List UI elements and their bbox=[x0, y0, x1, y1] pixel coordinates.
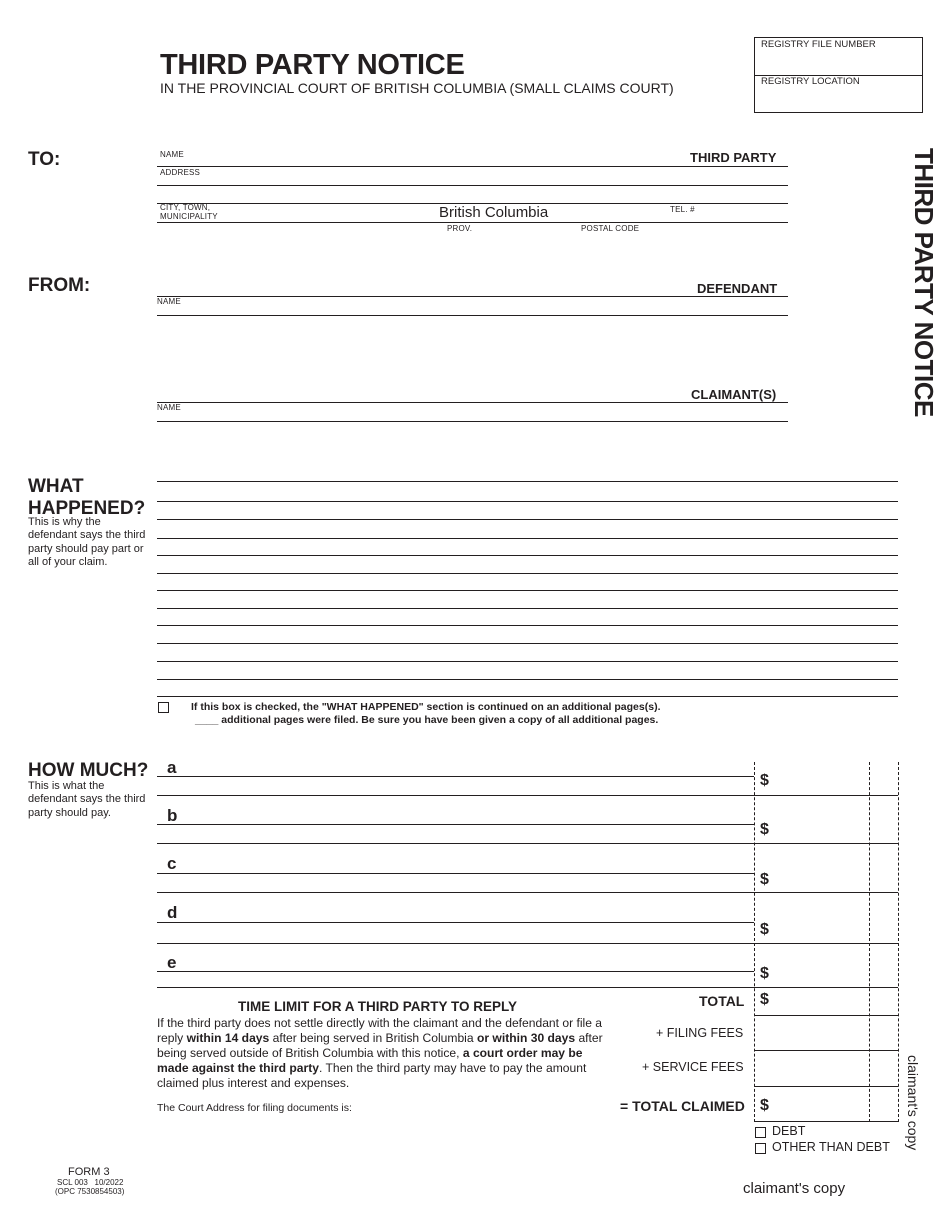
what-line-13 bbox=[157, 696, 898, 697]
to-postal-label: POSTAL CODE bbox=[581, 224, 640, 233]
item-b-amount[interactable] bbox=[775, 823, 865, 839]
defendant-field[interactable] bbox=[160, 278, 680, 294]
what-line-3 bbox=[157, 519, 898, 520]
to-prov-label: PROV. bbox=[447, 224, 473, 233]
defendant-name-label: NAME bbox=[157, 297, 181, 306]
what-line-6 bbox=[157, 573, 898, 574]
third-party-role: THIRD PARTY bbox=[690, 150, 777, 165]
claimant-field[interactable] bbox=[160, 384, 680, 400]
item-d-description[interactable] bbox=[190, 906, 740, 922]
time-limit-text-1: If the third party does not settle directly with the claimant and the defendant or file a reply bbox=[157, 1016, 603, 1045]
item-e-dollar: $ bbox=[760, 965, 769, 982]
registry-file-number-field[interactable] bbox=[761, 54, 911, 72]
time-limit-paragraph bbox=[157, 1016, 608, 1091]
item-a-letter: a bbox=[167, 758, 177, 777]
other-than-debt-checkbox[interactable] bbox=[755, 1143, 766, 1154]
to-heading: TO: bbox=[28, 149, 61, 170]
continued-text-2: ____ additional pages were filed. Be sure you have been given a copy of all additional pages. bbox=[195, 714, 659, 726]
what-line-11 bbox=[157, 661, 898, 662]
to-name-line bbox=[157, 166, 788, 167]
court-address-label: The Court Address for filing documents is: bbox=[157, 1102, 352, 1114]
item-e-line bbox=[157, 971, 754, 972]
form-code: SCL 003 10/2022 bbox=[57, 1178, 124, 1187]
other-than-debt-label: OTHER THAN DEBT bbox=[772, 1140, 890, 1154]
defendant-line bbox=[157, 296, 788, 297]
time-limit-text-2: after being served in British Columbia bbox=[269, 1031, 477, 1045]
claimant-line bbox=[157, 402, 788, 403]
to-tel-field[interactable] bbox=[700, 205, 786, 221]
how-much-description: This is what the defendant says the third party should pay. bbox=[28, 780, 146, 819]
to-tel-label: TEL. # bbox=[670, 205, 695, 214]
how-much-heading: HOW MUCH? bbox=[28, 760, 149, 781]
item-c-under bbox=[157, 892, 898, 893]
what-line-9 bbox=[157, 625, 898, 626]
item-d-line bbox=[157, 922, 754, 923]
time-limit-text-3: after being served outside of British Columbia with this notice, bbox=[157, 1031, 603, 1060]
what-line-8 bbox=[157, 608, 898, 609]
item-b-description[interactable] bbox=[190, 808, 740, 824]
copy-label: claimant's copy bbox=[743, 1180, 846, 1197]
item-d-under bbox=[157, 943, 898, 944]
filing-fees-amount[interactable] bbox=[775, 1027, 865, 1043]
item-a-dollar: $ bbox=[760, 772, 769, 789]
item-a-description[interactable] bbox=[190, 760, 740, 776]
service-fees-label: + SERVICE FEES bbox=[642, 1060, 744, 1074]
claimant-role: CLAIMANT(S) bbox=[691, 387, 777, 402]
item-a-under bbox=[157, 795, 898, 796]
total-claimed-label: = TOTAL CLAIMED bbox=[620, 1098, 745, 1114]
defendant-role: DEFENDANT bbox=[697, 281, 778, 296]
service-fees-amount[interactable] bbox=[775, 1062, 865, 1078]
to-province-value: British Columbia bbox=[439, 204, 549, 221]
to-city-field[interactable] bbox=[222, 205, 422, 221]
filing-fees-line bbox=[754, 1050, 898, 1051]
total-label: TOTAL bbox=[699, 993, 745, 1009]
from-heading: FROM: bbox=[28, 275, 91, 296]
time-limit-bold-2: or within 30 days bbox=[476, 1031, 576, 1045]
registry-location-field[interactable] bbox=[761, 90, 911, 108]
what-line-2 bbox=[157, 501, 898, 502]
claimant-line-2 bbox=[157, 421, 788, 422]
to-address-line-1 bbox=[157, 185, 788, 186]
item-d-amount[interactable] bbox=[775, 923, 865, 939]
what-line-4 bbox=[157, 538, 898, 539]
time-limit-bold-1: within 14 days bbox=[186, 1031, 270, 1045]
time-limit-bold-3: a court order may be made against the third party bbox=[157, 1046, 583, 1075]
item-d-letter: d bbox=[167, 903, 178, 922]
what-happened-heading-1: WHAT bbox=[28, 476, 84, 497]
item-c-line bbox=[157, 873, 754, 874]
item-e-letter: e bbox=[167, 953, 177, 972]
item-b-letter: b bbox=[167, 806, 178, 825]
total-claimed-line bbox=[754, 1121, 898, 1122]
to-address-label: ADDRESS bbox=[160, 168, 201, 177]
what-line-7 bbox=[157, 590, 898, 591]
debt-label: DEBT bbox=[772, 1124, 806, 1138]
to-city-label-2: MUNICIPALITY bbox=[160, 212, 218, 221]
what-happened-description: This is why the defendant says the third party should pay part or all of your claim. bbox=[28, 516, 146, 568]
what-happened-heading-2: HAPPENED? bbox=[28, 498, 146, 519]
filing-fees-label: + FILING FEES bbox=[656, 1026, 744, 1040]
continued-text-1: If this box is checked, the "WHAT HAPPENED" section is continued on an additional pages(s). bbox=[191, 701, 661, 713]
form-number: FORM 3 bbox=[68, 1166, 110, 1178]
what-line-1 bbox=[157, 481, 898, 482]
item-b-dollar: $ bbox=[760, 821, 769, 838]
total-claimed-dollar: $ bbox=[760, 1097, 769, 1114]
item-c-amount[interactable] bbox=[775, 873, 865, 889]
what-line-12 bbox=[157, 679, 898, 680]
item-c-description[interactable] bbox=[190, 857, 740, 873]
claimant-name-label: NAME bbox=[157, 403, 181, 412]
item-a-line bbox=[157, 776, 754, 777]
item-c-dollar: $ bbox=[760, 871, 769, 888]
side-title: THIRD PARTY NOTICE bbox=[909, 148, 939, 417]
to-name-label: NAME bbox=[160, 150, 184, 159]
to-city-line bbox=[157, 222, 788, 223]
to-name-field[interactable] bbox=[200, 149, 680, 165]
registry-location-label: REGISTRY LOCATION bbox=[761, 76, 860, 87]
item-e-amount[interactable] bbox=[775, 967, 865, 983]
what-line-10 bbox=[157, 643, 898, 644]
to-address-field[interactable] bbox=[200, 168, 780, 184]
item-b-under bbox=[157, 843, 898, 844]
debt-checkbox[interactable] bbox=[755, 1127, 766, 1138]
total-claimed-amount[interactable] bbox=[775, 1099, 865, 1115]
item-b-line bbox=[157, 824, 754, 825]
item-e-description[interactable] bbox=[190, 955, 740, 971]
item-a-amount[interactable] bbox=[775, 774, 865, 790]
opc-number: (OPC 7530854503) bbox=[55, 1187, 125, 1196]
time-limit-heading: TIME LIMIT FOR A THIRD PARTY TO REPLY bbox=[238, 999, 518, 1014]
what-line-5 bbox=[157, 555, 898, 556]
service-fees-line bbox=[754, 1086, 898, 1087]
registry-box bbox=[754, 37, 923, 113]
form-title: THIRD PARTY NOTICE bbox=[160, 49, 465, 81]
amount-column-right-guide bbox=[898, 762, 899, 1122]
item-d-dollar: $ bbox=[760, 921, 769, 938]
registry-file-number-label: REGISTRY FILE NUMBER bbox=[761, 39, 876, 50]
continued-checkbox[interactable] bbox=[158, 702, 169, 713]
item-e-under bbox=[157, 987, 898, 988]
total-amount[interactable] bbox=[775, 993, 865, 1009]
time-limit-text-4: . Then the third party may have to pay the amount claimed plus interest and expenses. bbox=[157, 1061, 587, 1090]
total-dollar: $ bbox=[760, 991, 769, 1008]
to-city-label-1: CITY, TOWN, bbox=[160, 203, 211, 212]
defendant-line-2 bbox=[157, 315, 788, 316]
form-subtitle: IN THE PROVINCIAL COURT OF BRITISH COLUMBIA (SMALL CLAIMS COURT) bbox=[160, 80, 674, 96]
amount-column-cents-guide bbox=[869, 762, 870, 1122]
amount-column-left-guide bbox=[754, 762, 755, 1122]
item-c-letter: c bbox=[167, 854, 177, 873]
side-copy-label: claimant's copy bbox=[905, 1055, 921, 1151]
total-line bbox=[754, 1015, 898, 1016]
